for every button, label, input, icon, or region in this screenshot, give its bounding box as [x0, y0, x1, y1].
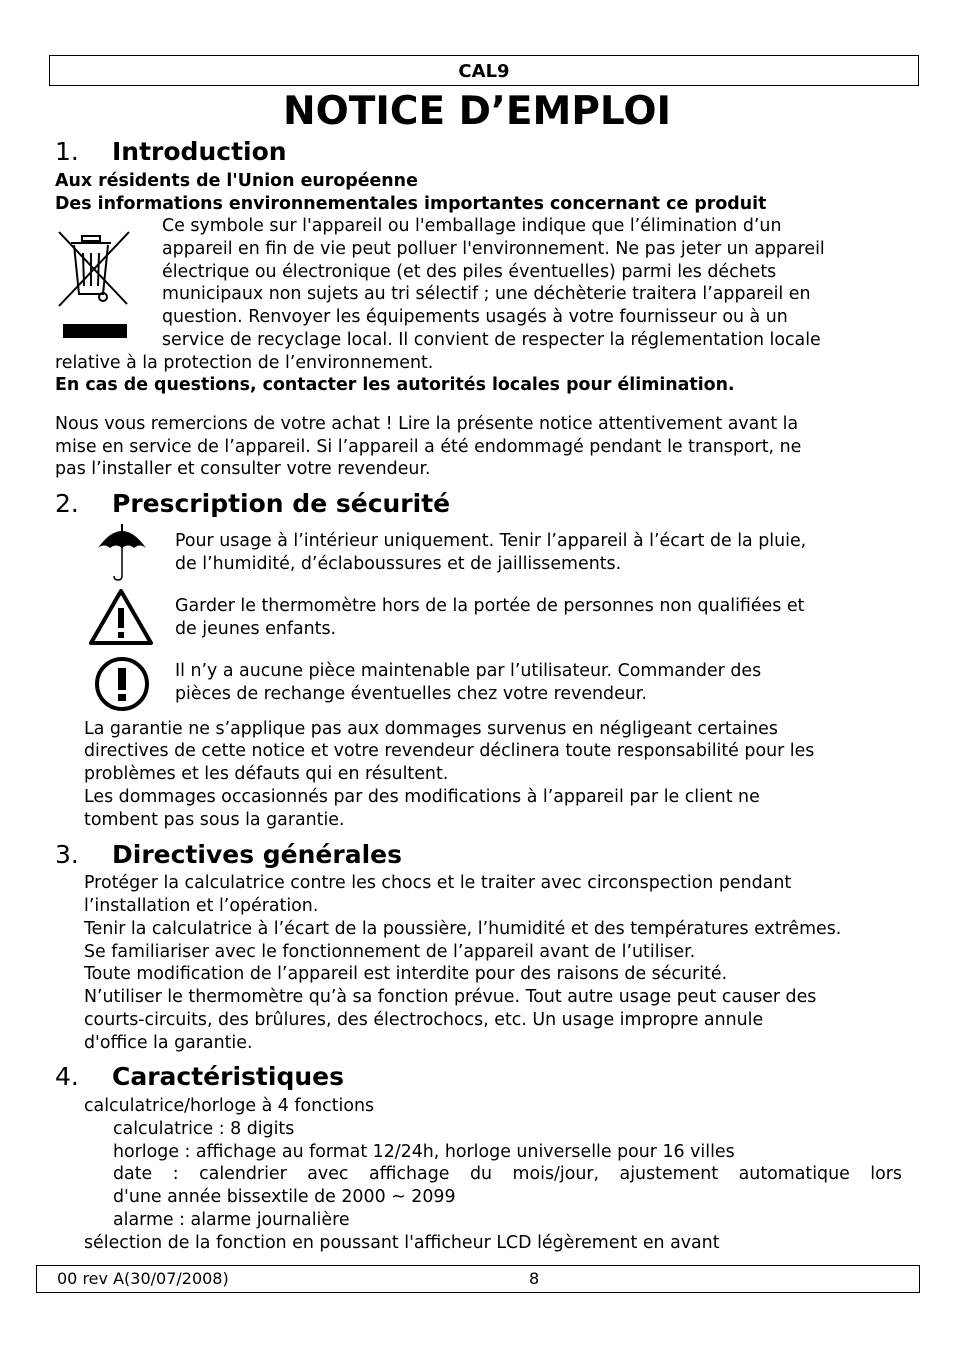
section-heading-features — [55, 1062, 344, 1092]
thanks-text-line: mise en service de l’appareil. Si l’appareil a été endommagé pendant le transport, ne — [55, 437, 802, 457]
umbrella-icon — [96, 522, 148, 582]
features-outro: sélection de la fonction en poussant l'afficheur LCD légèrement en avant — [84, 1233, 720, 1253]
document-code: CAL9 — [49, 55, 919, 86]
features-intro: calculatrice/horloge à 4 fonctions — [84, 1096, 375, 1116]
caution-circle-icon — [94, 656, 150, 712]
section-number: 1. — [55, 137, 79, 166]
weee-text-line: relative à la protection de l’environnement. — [55, 353, 434, 373]
disposal-contact-note: En cas de questions, contacter les autorités locales pour élimination. — [55, 375, 735, 395]
general-text-line: Tenir la calculatrice à l’écart de la poussière, l’humidité et des températures extrêmes. — [84, 919, 842, 939]
children-warning-text: de jeunes enfants. — [175, 619, 337, 639]
section-number: 2. — [55, 489, 79, 518]
section-heading-introduction — [55, 137, 287, 167]
page-title: NOTICE D’EMPLOI — [282, 89, 672, 134]
maintenance-text: Il n’y a aucune pièce maintenable par l’utilisateur. Commander des — [175, 661, 762, 681]
weee-text-line: électrique ou électronique (et des piles éventuelles) parmi les déchets — [162, 262, 777, 282]
general-text-line: courts-circuits, des brûlures, des électrochocs, etc. Un usage impropre annule — [84, 1010, 764, 1030]
weee-text-line: Ce symbole sur l'appareil ou l'emballage indique que l’élimination d’un — [162, 216, 782, 236]
section-heading-safety — [55, 489, 450, 519]
warranty-text-line: directives de cette notice et votre revendeur déclinera toute responsabilité pour les — [84, 741, 815, 761]
page-footer — [36, 1265, 920, 1293]
general-text-line: Protéger la calculatrice contre les chocs et le traiter avec circonspection pendant — [84, 873, 792, 893]
weee-text-line: service de recyclage local. Il convient de respecter la réglementation locale — [162, 330, 821, 350]
general-text-line: d'office la garantie. — [84, 1033, 253, 1053]
page-number: 8 — [529, 1269, 540, 1288]
general-text-line: Toute modification de l’appareil est interdite pour des raisons de sécurité. — [84, 964, 728, 984]
children-warning-text: Garder le thermomètre hors de la portée de personnes non qualifiées et — [175, 596, 805, 616]
weee-text-line: municipaux non sujets au tri sélectif ; une déchèterie traitera l’appareil en — [162, 284, 811, 304]
environment-info-heading: Des informations environnementales importantes concernant ce produit — [55, 194, 767, 214]
eu-residents-heading: Aux résidents de l'Union européenne — [55, 171, 418, 191]
feature-item: alarme : alarme journalière — [113, 1210, 350, 1230]
maintenance-text: pièces de rechange éventuelles chez votre revendeur. — [175, 684, 647, 704]
general-text-line: l’installation et l’opération. — [84, 896, 319, 916]
warranty-text-line: problèmes et les défauts qui en résultent. — [84, 764, 449, 784]
indoor-use-text: de l’humidité, d’éclaboussures et de jaillissements. — [175, 554, 622, 574]
warranty-text-line: tombent pas sous la garantie. — [84, 810, 345, 830]
warranty-text-line: Les dommages occasionnés par des modifications à l’appareil par le client ne — [84, 787, 760, 807]
section-number: 4. — [55, 1062, 79, 1091]
weee-text-line: question. Renvoyer les équipements usagés à votre fournisseur ou à un — [162, 307, 788, 327]
feature-item: d'une année bissextile de 2000 ~ 2099 — [113, 1187, 456, 1207]
weee-text-line: appareil en fin de vie peut polluer l'environnement. Ne pas jeter un appareil — [162, 239, 825, 259]
general-text-line: Se familiariser avec le fonctionnement de l’appareil avant de l’utiliser. — [84, 942, 696, 962]
section-title: Prescription de sécurité — [112, 489, 451, 518]
section-heading-general — [55, 840, 402, 870]
thanks-text-line: Nous vous remercions de votre achat ! Lire la présente notice attentivement avant la — [55, 414, 799, 434]
feature-item: date : calendrier avec affichage du mois/jour, ajustement automatique lors — [113, 1164, 902, 1184]
warning-triangle-icon — [88, 588, 154, 646]
feature-item: calculatrice : 8 digits — [113, 1119, 295, 1139]
section-title: Caractéristiques — [112, 1062, 344, 1091]
feature-item: horloge : affichage au format 12/24h, horloge universelle pour 16 villes — [113, 1142, 735, 1162]
weee-bin-icon — [55, 226, 135, 342]
section-number: 3. — [55, 840, 79, 869]
warranty-text-line: La garantie ne s’applique pas aux dommages survenus en négligeant certaines — [84, 719, 778, 739]
indoor-use-text: Pour usage à l’intérieur uniquement. Tenir l’appareil à l’écart de la pluie, — [175, 531, 807, 551]
section-title: Directives générales — [112, 840, 402, 869]
section-title: Introduction — [112, 137, 287, 166]
revision-label: 00 rev A(30/07/2008) — [57, 1269, 229, 1288]
thanks-text-line: pas l’installer et consulter votre revendeur. — [55, 459, 431, 479]
general-text-line: N’utiliser le thermomètre qu’à sa fonction prévue. Tout autre usage peut causer des — [84, 987, 817, 1007]
